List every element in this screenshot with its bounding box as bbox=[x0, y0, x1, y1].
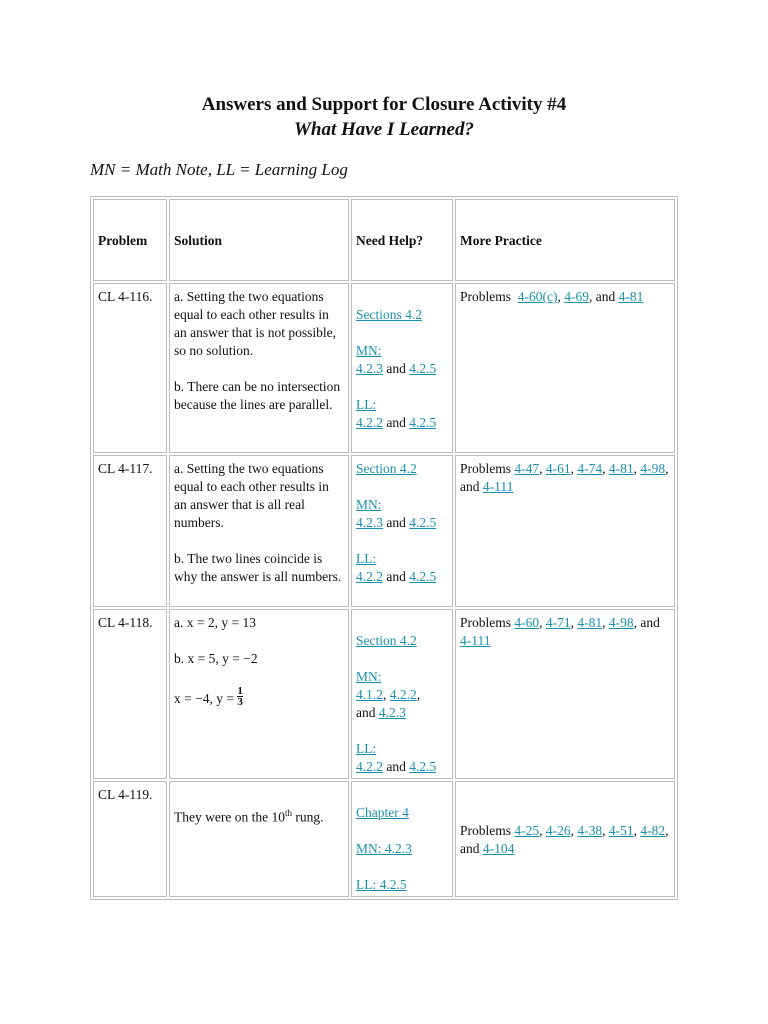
practice-link[interactable]: 4-104 bbox=[482, 841, 515, 856]
solution-part-b: b. There can be no intersection because the lines are parallel. bbox=[174, 379, 341, 412]
problems-prefix: Problems bbox=[460, 461, 512, 476]
solution-text: They were on the 10 bbox=[174, 809, 285, 825]
learning-log-link[interactable]: 4.2.5 bbox=[409, 569, 437, 584]
practice-link[interactable]: 4-25 bbox=[514, 823, 540, 838]
more-practice-cell: Problems 4-47, 4-61, 4-74, 4-81, 4-98, and 4-111 bbox=[455, 455, 675, 607]
and-text: and bbox=[356, 705, 376, 720]
math-note-link[interactable]: 4.2.3 bbox=[356, 361, 383, 376]
header-solution: Solution bbox=[169, 199, 349, 281]
math-note-label[interactable]: MN: bbox=[356, 343, 382, 358]
practice-link[interactable]: 4-60(c) bbox=[517, 289, 558, 304]
and-text: and bbox=[386, 759, 406, 774]
page-subtitle: What Have I Learned? bbox=[294, 119, 474, 140]
solution-part-a: a. Setting the two equations equal to each other results in an answer that is not possible, so no solution. bbox=[174, 289, 336, 358]
table-row bbox=[93, 455, 675, 607]
problems-prefix: Problems bbox=[460, 615, 512, 630]
abbreviation-legend: MN = Math Note, LL = Learning Log bbox=[90, 160, 348, 179]
need-help-cell bbox=[351, 781, 453, 897]
practice-link[interactable]: 4-71 bbox=[545, 615, 571, 630]
more-practice-cell: Problems 4-25, 4-26, 4-38, 4-51, 4-82, and 4-104 bbox=[455, 781, 675, 897]
practice-link[interactable]: 4-61 bbox=[545, 461, 571, 476]
problems-prefix: Problems bbox=[460, 823, 512, 838]
fraction bbox=[237, 686, 243, 707]
math-note-label[interactable]: MN: bbox=[356, 497, 382, 512]
table-row bbox=[93, 781, 675, 897]
solution-part-a: a. Setting the two equations equal to each other results in an answer that is all real numbers. bbox=[174, 461, 329, 530]
fraction-numerator: 1 bbox=[237, 685, 243, 697]
learning-log-link[interactable]: LL: 4.2.5 bbox=[356, 877, 407, 892]
section-link[interactable]: Sections 4.2 bbox=[356, 307, 422, 322]
need-help-cell bbox=[351, 455, 453, 607]
and-text: and bbox=[386, 415, 406, 430]
practice-link[interactable]: 4-81 bbox=[608, 461, 634, 476]
more-practice-cell: Problems 4-60(c), 4-69, and 4-81 bbox=[455, 283, 675, 453]
problems-prefix: Problems bbox=[460, 289, 512, 304]
practice-link[interactable]: 4-60 bbox=[514, 615, 540, 630]
math-note-link[interactable]: 4.2.5 bbox=[409, 515, 437, 530]
practice-link[interactable]: 4-74 bbox=[577, 461, 603, 476]
practice-link[interactable]: 4-69 bbox=[564, 289, 589, 304]
practice-link[interactable]: 4-38 bbox=[577, 823, 603, 838]
math-note-link[interactable]: 4.1.2 bbox=[356, 687, 383, 702]
learning-log-link[interactable]: 4.2.2 bbox=[356, 569, 383, 584]
math-note-label[interactable]: MN: bbox=[356, 669, 382, 684]
need-help-cell bbox=[351, 283, 453, 453]
solution-cell bbox=[169, 609, 349, 779]
section-link[interactable]: Section 4.2 bbox=[356, 461, 417, 476]
learning-log-link[interactable]: 4.2.5 bbox=[409, 759, 437, 774]
learning-log-link[interactable]: 4.2.2 bbox=[356, 759, 383, 774]
header-problem: Problem bbox=[93, 199, 167, 281]
fraction-denominator: 3 bbox=[237, 696, 243, 708]
solution-part-c-text: x = −4, y = bbox=[174, 691, 234, 706]
practice-link[interactable]: 4-51 bbox=[608, 823, 634, 838]
and-text: and bbox=[386, 569, 406, 584]
problem-cell: CL 4-118. bbox=[93, 609, 167, 779]
practice-link[interactable]: 4-81 bbox=[618, 289, 644, 304]
practice-link[interactable]: 4-98 bbox=[608, 615, 634, 630]
practice-link[interactable]: 4-98 bbox=[640, 461, 666, 476]
table-header-row bbox=[93, 199, 675, 281]
practice-link[interactable]: 4-111 bbox=[482, 479, 514, 494]
answers-table bbox=[90, 196, 678, 900]
learning-log-link[interactable]: 4.2.5 bbox=[409, 415, 437, 430]
math-note-link[interactable]: 4.2.3 bbox=[356, 515, 383, 530]
and-text: and bbox=[386, 515, 406, 530]
solution-part-c bbox=[174, 686, 344, 708]
solution-text-end: rung. bbox=[291, 809, 324, 825]
math-note-link[interactable]: 4.2.2 bbox=[389, 687, 417, 702]
learning-log-label[interactable]: LL: bbox=[356, 551, 377, 566]
practice-link[interactable]: 4-26 bbox=[545, 823, 571, 838]
problem-cell: CL 4-116. bbox=[93, 283, 167, 453]
solution-cell bbox=[169, 781, 349, 897]
solution-part-a: a. x = 2, y = 13 bbox=[174, 615, 256, 630]
and-text: and bbox=[386, 361, 406, 376]
ordinal-suffix: th bbox=[284, 808, 292, 818]
math-note-link[interactable]: MN: 4.2.3 bbox=[356, 841, 412, 856]
practice-link[interactable]: 4-111 bbox=[460, 633, 491, 648]
practice-link[interactable]: 4-47 bbox=[514, 461, 540, 476]
practice-link[interactable]: 4-82 bbox=[640, 823, 666, 838]
chapter-link[interactable]: Chapter 4 bbox=[356, 805, 409, 820]
more-practice-cell: Problems 4-60, 4-71, 4-81, 4-98, and 4-111 bbox=[455, 609, 675, 779]
table-row bbox=[93, 283, 675, 453]
need-help-cell: Section 4.2 MN: 4.1.2, 4.2.2, and 4.2.3 LL: 4.2.2 and 4.2.5 bbox=[351, 609, 453, 779]
solution-part-b: b. x = 5, y = −2 bbox=[174, 651, 258, 666]
header-more-practice: More Practice bbox=[455, 199, 675, 281]
section-link[interactable]: Section 4.2 bbox=[356, 633, 417, 648]
header-need-help: Need Help? bbox=[351, 199, 453, 281]
practice-link[interactable]: 4-81 bbox=[577, 615, 603, 630]
problem-cell: CL 4-117. bbox=[93, 455, 167, 607]
math-note-link[interactable]: 4.2.5 bbox=[409, 361, 437, 376]
page-title: Answers and Support for Closure Activity #4 bbox=[201, 94, 567, 115]
solution-cell bbox=[169, 283, 349, 453]
learning-log-link[interactable]: 4.2.2 bbox=[356, 415, 383, 430]
learning-log-label[interactable]: LL: bbox=[356, 741, 377, 756]
math-note-link[interactable]: 4.2.3 bbox=[378, 705, 406, 720]
table-row bbox=[93, 609, 675, 779]
learning-log-label[interactable]: LL: bbox=[356, 397, 377, 412]
solution-cell bbox=[169, 455, 349, 607]
problem-cell: CL 4-119. bbox=[93, 781, 167, 897]
solution-part-b: b. The two lines coincide is why the answer is all numbers. bbox=[174, 551, 342, 584]
